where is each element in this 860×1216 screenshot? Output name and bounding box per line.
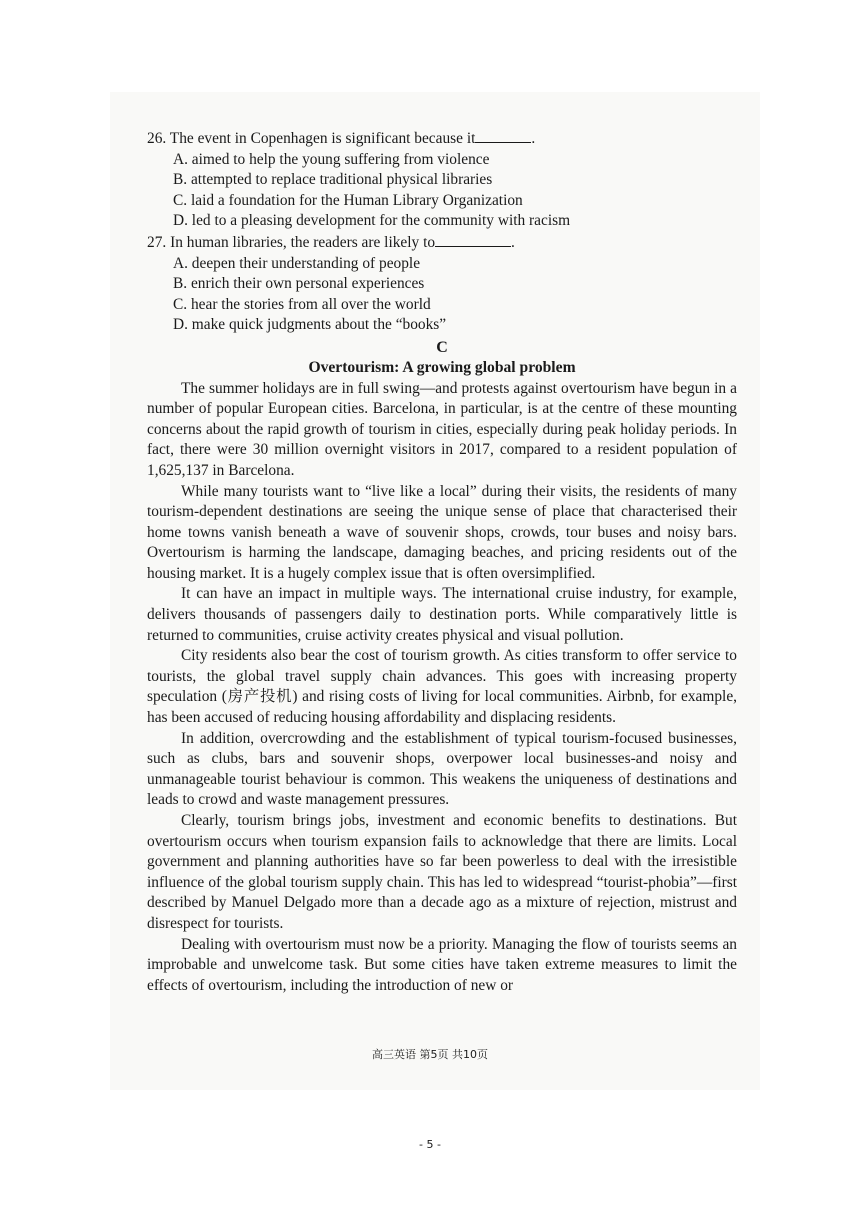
answer-blank [475, 128, 531, 143]
page-number: - 5 - [419, 1138, 441, 1151]
answer-blank [435, 232, 511, 247]
option-a: A. aimed to help the young suffering from violence [173, 150, 490, 168]
question-26: 26. The event in Copenhagen is significant because it . A. aimed to help the young suffering from violence B. attempted to replace traditional physical libraries C. laid a foundation for the Human Library Organization D. led to a pleasing development for the community with racism [147, 128, 737, 232]
paragraph: In addition, overcrowding and the establishment of typical tourism-focused businesses, such as clubs, bars and souvenir shops, overpower local businesses-and noisy and unmanageable tourist behaviour is common. This weakens the uniqueness of destinations and leads to crowd and waste management pressures. [147, 729, 737, 809]
section-letter: C [436, 338, 448, 356]
option-c: C. laid a foundation for the Human Library Organization [173, 191, 523, 209]
option-b: B. attempted to replace traditional physical libraries [173, 171, 493, 189]
option-c: C. hear the stories from all over the world [173, 295, 431, 313]
option-b: B. enrich their own personal experiences [173, 275, 425, 293]
option-d: D. make quick judgments about the “books” [173, 316, 447, 334]
passage-title: Overtourism: A growing global problem [308, 358, 576, 376]
paragraph: The summer holidays are in full swing—and protests against overtourism have begun in a number of popular European cities. Barcelona, in particular, is at the centre of these mounting concerns about the rapid growth of tourism in cities, especially during peak holiday periods. In fact, there were 30 million overnight visitors in 2017, compared to a resident population of 1,625,137 in Barcelona. [147, 379, 737, 479]
paragraph: It can have an impact in multiple ways. The international cruise industry, for example, delivers thousands of passengers daily to destination ports. While comparatively little is returned to communities, cruise activity creates physical and visual pollution. [147, 585, 737, 644]
page-footer: 高三英语 第5页 共10页 [372, 1048, 488, 1061]
paragraph: Dealing with overtourism must now be a priority. Managing the flow of tourists seems an improbable and unwelcome task. But some cities have taken extreme measures to limit the effects of overtourism, including the introduction of new or [147, 935, 737, 994]
paragraph: City residents also bear the cost of tourism growth. As cities transform to offer service to tourists, the global travel supply chain advances. This goes with increasing property speculation (房产投机) and rising costs of living for local communities. Airbnb, for example, has been accused of reducing housing affordability and displacing residents. [147, 647, 737, 727]
paragraph: While many tourists want to “live like a local” during their visits, the residents of many tourism-dependent destinations are seeing the unique sense of place that characterised their home towns vanish beneath a wave of souvenir shops, crowds, tour buses and noisy bars. Overtourism is harming the landscape, damaging beaches, and pricing residents out of the housing market. It is a hugely complex issue that is often oversimplified. [147, 482, 737, 582]
question-stem: 26. The event in Copenhagen is significant because it [147, 130, 476, 147]
paragraph: Clearly, tourism brings jobs, investment and economic benefits to destinations. But overtourism occurs when tourism expansion fails to acknowledge that there are limits. Local government and planning authorities have so far been powerless to deal with the irresistible influence of the global tourism supply chain. This has led to widespread “tourist-phobia”—first described by Manuel Delgado more than a decade ago as a mixture of rejection, mistrust and disrespect for tourists. [147, 812, 737, 932]
question-27: 27. In human libraries, the readers are likely to . A. deepen their understanding of people B. enrich their own personal experiences C. hear the stories from all over the world D. make quick judgments about the “books” [147, 232, 737, 336]
option-d: D. led to a pleasing development for the community with racism [173, 212, 571, 230]
question-stem: 27. In human libraries, the readers are likely to [147, 233, 436, 251]
document-body [147, 128, 737, 996]
option-a: A. deepen their understanding of people [173, 254, 421, 272]
